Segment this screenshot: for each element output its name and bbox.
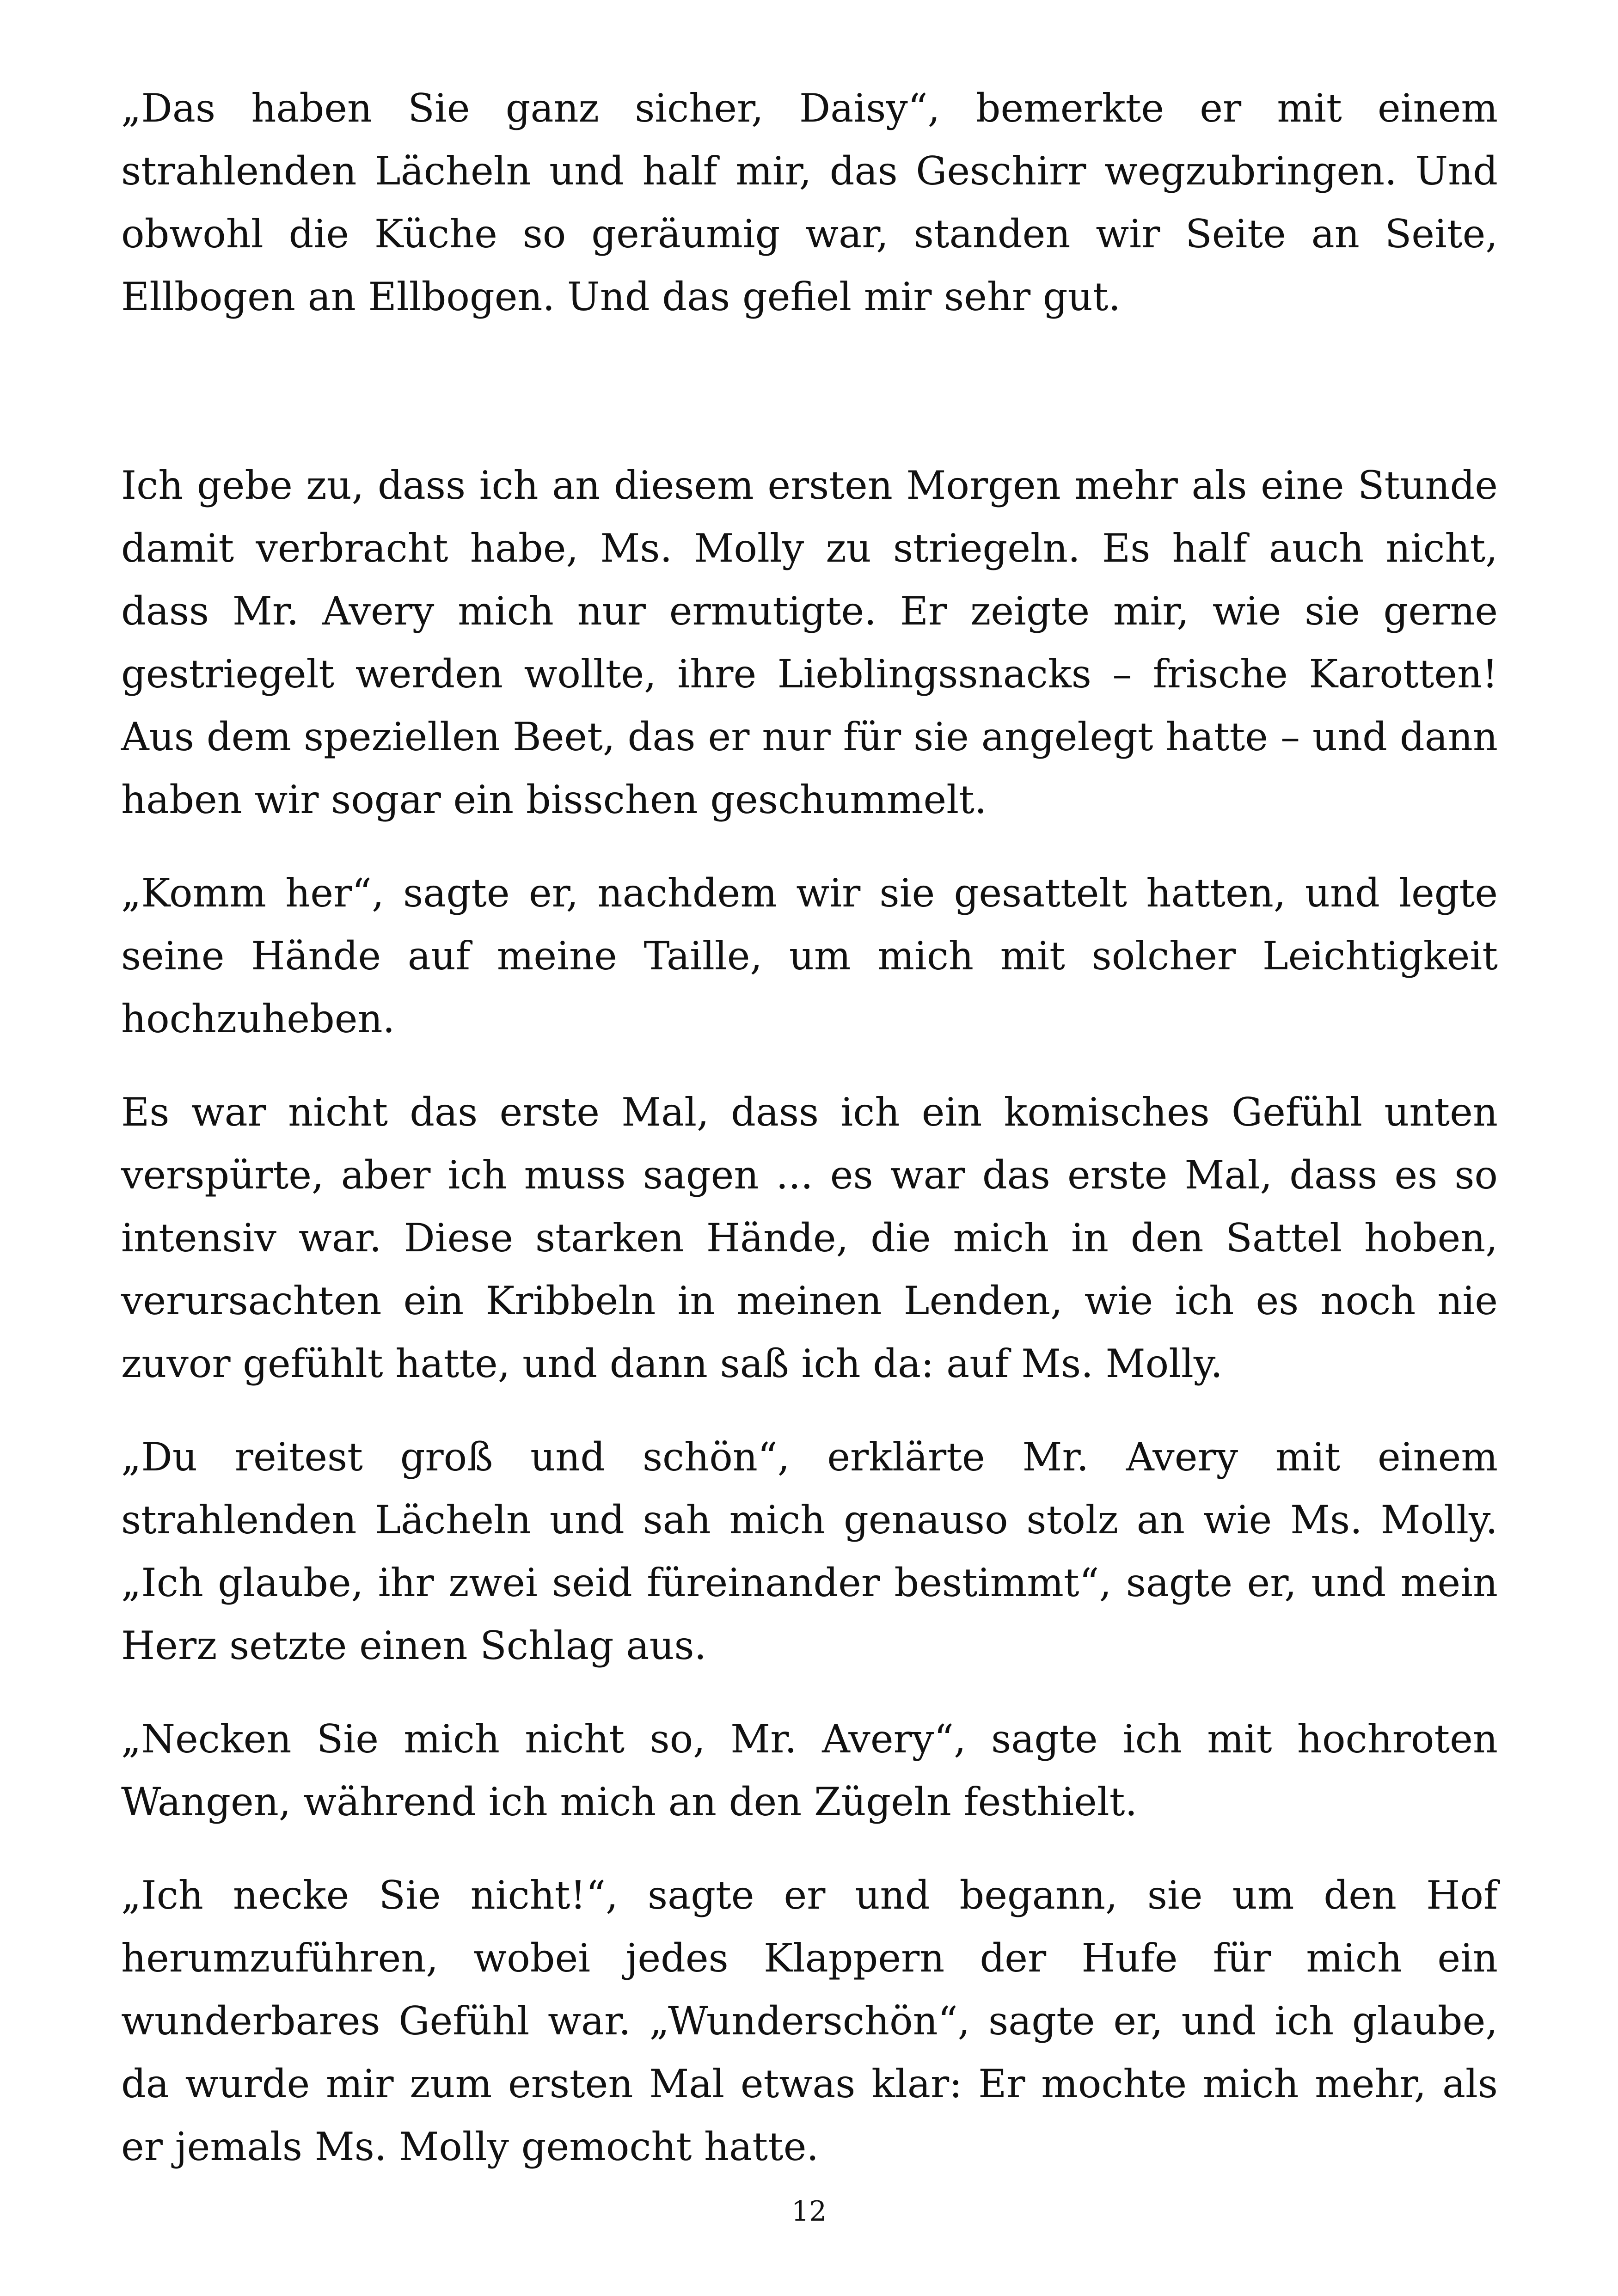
paragraph: „Ich necke Sie nicht!“, sagte er und begann, sie um den Hof herumzuführen, wobei jedes Klappern der Hufe für mich ein wunderbares Gefühl war. „Wunderschön“, sagte er, und ich glaube, da wurde mir zum ersten Mal etwas klar: Er mochte mich mehr, als er jemals Ms. Molly gemocht hatte. xyxy=(121,1873,1498,2169)
body-text xyxy=(121,77,1498,2178)
paragraph: Ich gebe zu, dass ich an diesem ersten Morgen mehr als eine Stunde damit verbracht habe, Ms. Molly zu striegeln. Es half auch nicht, dass Mr. Avery mich nur ermutigte. Er zeigte mir, wie sie gerne gestriegelt werden wollte, ihre Lieblingssnacks – frische Karotten! Aus dem speziellen Beet, das er nur für sie angelegt hatte – und dann haben wir sogar ein bisschen geschummelt. xyxy=(121,463,1498,822)
paragraph: „Du reitest groß und schön“, erklärte Mr. Avery mit einem strahlenden Lächeln und sah mich genauso stolz an wie Ms. Molly. „Ich glaube, ihr zwei seid füreinander bestimmt“, sagte er, und mein Herz setzte einen Schlag aus. xyxy=(121,1434,1498,1668)
paragraph: Es war nicht das erste Mal, dass ich ein komisches Gefühl unten verspürte, aber ich muss sagen ... es war das erste Mal, dass es so intensiv war. Diese starken Hände, die mich in den Sattel hoben, verursachten ein Kribbeln in meinen Lenden, wie ich es noch nie zuvor gefühlt hatte, und dann saß ich da: auf Ms. Molly. xyxy=(121,1090,1498,1386)
paragraph: „Das haben Sie ganz sicher, Daisy“, bemerkte er mit einem strahlenden Lächeln und half mir, das Geschirr wegzubringen. Und obwohl die Küche so geräumig war, standen wir Seite an Seite, Ellbogen an Ellbogen. Und das gefiel mir sehr gut. xyxy=(121,86,1498,319)
paragraph: „Necken Sie mich nicht so, Mr. Avery“, sagte ich mit hochroten Wangen, während ich mich an den Zügeln festhielt. xyxy=(121,1716,1498,1825)
paragraph: „Komm her“, sagte er, nachdem wir sie gesattelt hatten, und legte seine Hände auf meine Taille, um mich mit solcher Leichtigkeit hochzuheben. xyxy=(121,870,1498,1041)
page-number: 12 xyxy=(791,2195,827,2228)
